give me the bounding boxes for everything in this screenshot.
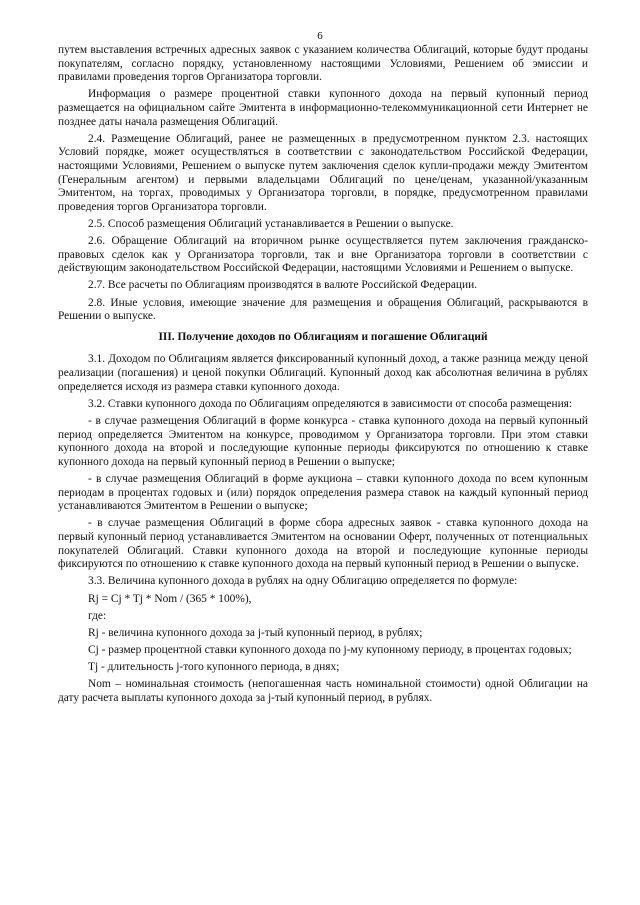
paragraph: 2.4. Размещение Облигаций, ранее не размещенных в предусмотренном пунктом 2.3. настоящих Условий порядке, может осуществляться в соответствии с законодательством Российской Федерации, настоящими Условиями, Решением о выпуске путем заключения сделок купли-продажи между Эмитентом (Генеральным агентом) и первыми владельцами Облигаций по цене/ценам, указанной/указанным Эмитентом, на торгах, проводимых у Организатора торговли, в порядке, предусмотренном правилами проведения торгов Организатора торговли. (58, 132, 588, 213)
paragraph: 2.6. Обращение Облигаций на вторичном рынке осуществляется путем заключения гражданско-правовых сделок как у Организатора торговли, так и вне Организатора торговли в соответствии с действующим законодательством Российской Федерации, настоящими Условиями и Решением о выпуске. (58, 235, 588, 275)
paragraph: Nom – номинальная стоимость (непогашенная часть номинальной стоимости) одной Облигации на дату расчета выплаты купонного дохода за j-тый купонный период, в рублях. (58, 678, 588, 705)
paragraph: - в случае размещения Облигаций в форме аукциона – ставки купонного дохода по всем купонным периодам в процентах годовых и (или) порядок определения размера ставок на каждый купонный период устанавливаются Эмитентом в Решении о выпуске; (58, 472, 588, 513)
formula-where: где: (88, 609, 107, 622)
paragraph: Cj - размер процентной ставки купонного дохода по j-му купонному периоду, в процентах годовых; (88, 644, 572, 657)
paragraph: 2.8. Иные условия, имеющие значение для размещения и обращения Облигаций, раскрываются в Решении о выпуске. (58, 296, 588, 323)
document-body (58, 44, 588, 709)
paragraph: Rj - величина купонного дохода за j-тый купонный период, в рублях; (88, 626, 423, 639)
paragraph: путем выставления встречных адресных заявок с указанием количества Облигаций, которые будут проданы покупателям, согласно порядку, установленному настоящими Условиями, Решением об эмиссии и правилами проведения торгов Организатора торговли. (58, 44, 588, 84)
paragraph: 2.7. Все расчеты по Облигациям производятся в валюте Российской Федерации. (88, 279, 478, 292)
paragraph: - в случае размещения Облигаций в форме конкурса - ставка купонного дохода на первый купонный период определяется Эмитентом на конкурсе, проводимом у Организатора торговли. При этом ставки купонного дохода на второй и последующие купонные периоды фиксируются по отношению к ставке купонного дохода на первый купонный период в Решении о выпуске; (58, 415, 588, 468)
page-number: 6 (317, 30, 323, 42)
paragraph: - в случае размещения Облигаций в форме сбора адресных заявок - ставка купонного дохода на первый купонный период устанавливается Эмитентом на основании Оферт, полученных от потенциальных покупателей Облигаций. Ставки купонного дохода на второй и последующие купонные периоды фиксируются по отношению к ставке купонного дохода на первый купонный период в Решении о выпуске. (58, 517, 588, 571)
paragraph: 2.5. Способ размещения Облигаций устанавливается в Решении о выпуске. (88, 217, 454, 230)
paragraph: 3.1. Доходом по Облигациям является фиксированный купонный доход, а также разница между ценой реализации (погашения) и ценой покупки Облигаций. Купонный доход как абсолютная величина в рублях определяется исходя из размера ставки купонного дохода. (58, 353, 588, 393)
paragraph: 3.3. Величина купонного дохода в рублях на одну Облигацию определяется по формуле: (88, 575, 518, 588)
formula: Rj = Cj * Tj * Nom / (365 * 100%), (88, 592, 252, 605)
paragraph: 3.2. Ставки купонного дохода по Облигациям определяются в зависимости от способа размещения: (88, 397, 573, 410)
section-heading: III. Получение доходов по Облигациям и погашение Облигаций (158, 330, 488, 343)
paragraph: Информация о размере процентной ставки купонного дохода на первый купонный период размещается на официальном сайте Эмитента в информационно-телекоммуникационной сети Интернет не позднее даты начала размещения Облигаций. (58, 88, 588, 128)
paragraph: Tj - длительность j-того купонного периода, в днях; (88, 661, 340, 674)
